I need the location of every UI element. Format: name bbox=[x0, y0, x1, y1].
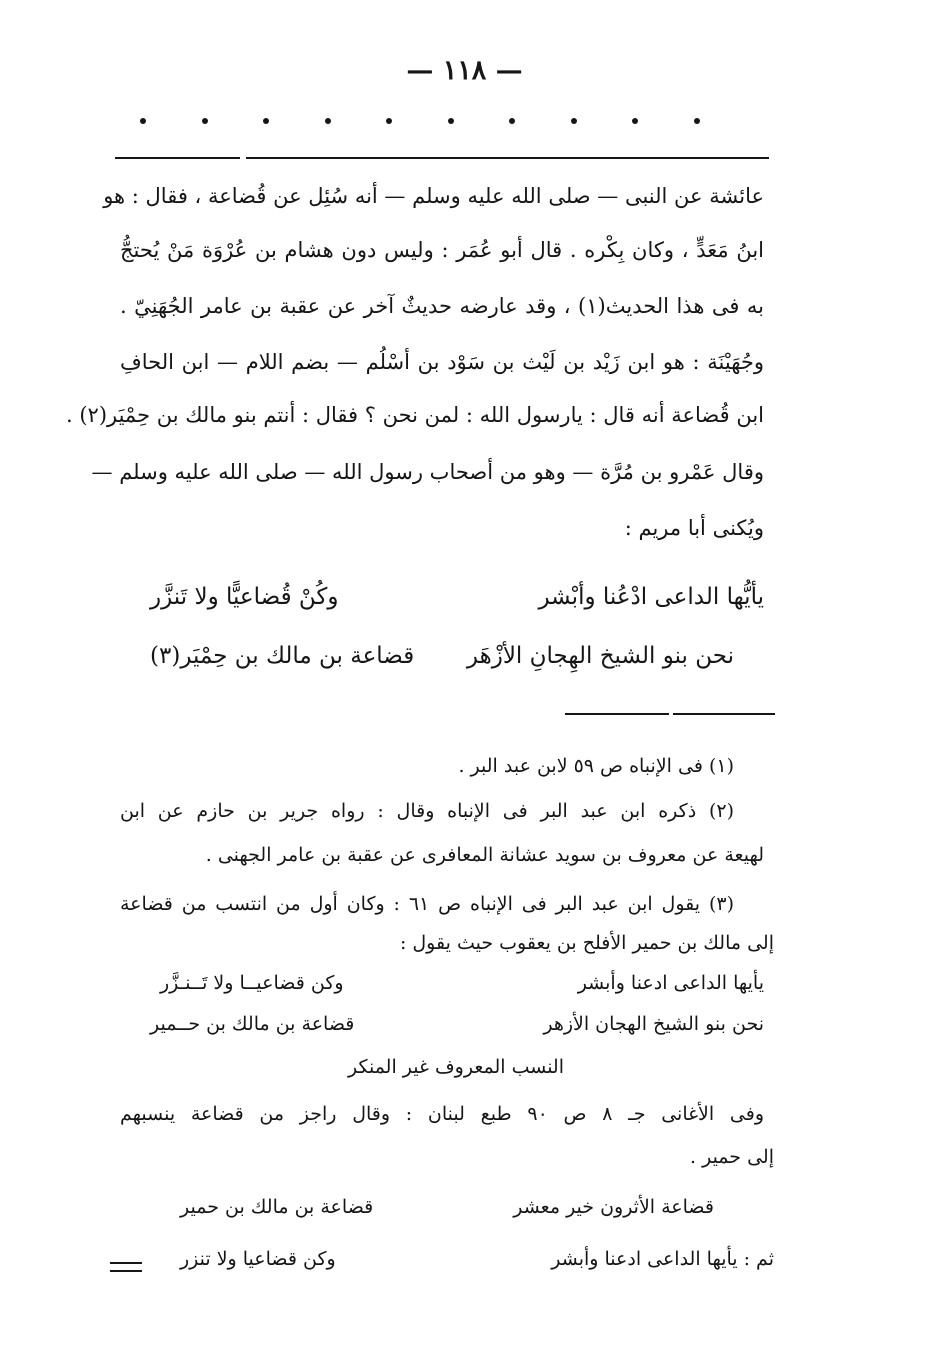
poem-line-2-first: نحن بنو الشيخ الهِجانِ الأزْهَر bbox=[466, 643, 734, 669]
ornament-dot bbox=[325, 118, 331, 124]
ornament-dots bbox=[140, 118, 700, 124]
footnote-3-verse-3: النسب المعروف غير المنكر bbox=[347, 1056, 564, 1078]
footnote-3-verse-2-second: قضاعة بن مالك بن حــمير bbox=[150, 1013, 355, 1035]
ornament-dot bbox=[571, 118, 577, 124]
footnote-3-line-1: (٣) يقول ابن عبد البر فى الإنباه ص ٦١ : وكان أول من انتسب من قضاعة bbox=[120, 893, 734, 915]
page-number: — ١١٨ — bbox=[406, 55, 523, 86]
footnote-3-verse-5-second: وكن قضاعيا ولا تنزر bbox=[180, 1248, 336, 1270]
footnote-3-line-3: وفى الأغانى جـ ٨ ص ٩٠ طبع لبنان : وقال راجز من قضاعة ينسبهم bbox=[120, 1103, 764, 1125]
footnote-3-verse-4-first: قضاعة الأثرون خير معشر bbox=[513, 1196, 714, 1218]
poem-line-1-second: وكُنْ قُضاعيًّا ولا تَنزَّر bbox=[150, 584, 339, 610]
footnote-3-verse-1-second: وكن قضاعيــا ولا تَــنـزَّر bbox=[160, 972, 344, 994]
ornament-dot bbox=[694, 118, 700, 124]
footnote-rule-right bbox=[673, 713, 775, 715]
footnote-3-line-4: إلى حمير . bbox=[690, 1146, 774, 1168]
footnote-1: (١) فى الإنباه ص ٥٩ لابن عبد البر . bbox=[458, 755, 734, 777]
footnote-3-verse-5-first: ثم : يأيها الداعى ادعنا وأبشر bbox=[551, 1248, 774, 1270]
body-line-6: وقال عَمْرو بن مُرَّة — وهو من أصحاب رسول الله — صلى الله عليه وسلم — bbox=[91, 460, 764, 484]
body-line-4: وجُهَيْنَة : هو ابن زَيْد بن لَيْث بن سَوْد بن أسْلُم — بضم اللام — ابن الحافِ bbox=[120, 350, 764, 374]
footnote-rule-left bbox=[565, 713, 669, 715]
ornament-dot bbox=[632, 118, 638, 124]
body-line-3: به فى هذا الحديث(١) ، وقد عارضه حديثٌ آخر عن عقبة بن عامر الجُهَنِيّ . bbox=[120, 294, 764, 318]
footnote-3-line-2: إلى مالك بن حمير الأفلح بن يعقوب حيث يقول : bbox=[399, 932, 774, 954]
body-line-7: ويُكنى أبا مريم : bbox=[624, 516, 764, 540]
body-line-2: ابنُ مَعَدٍّ ، وكان بِكْره . قال أبو عُمَر : وليس دون هشام بن عُرْوَة مَنْ يُحتجُّ bbox=[120, 238, 764, 262]
poem-line-1-first: يأيُّها الداعى ادْعُنا وأبْشر bbox=[538, 584, 764, 610]
ornament-dot bbox=[202, 118, 208, 124]
footnote-2-line-1: (٢) ذكره ابن عبد البر فى الإنباه وقال : رواه جرير بن حازم عن ابن bbox=[120, 800, 734, 822]
ornament-dot bbox=[448, 118, 454, 124]
body-line-1: عائشة عن النبى — صلى الله عليه وسلم — أنه سُئِل عن قُضاعة ، فقال : هو bbox=[103, 184, 764, 208]
footnote-2-line-2: لهيعة عن معروف بن سويد عشانة المعافرى عن عقبة بن عامر الجهنى . bbox=[205, 844, 764, 866]
poem-line-2-second: قضاعة بن مالك بن حِمْيَر(٣) bbox=[150, 643, 415, 669]
ornament-dot bbox=[263, 118, 269, 124]
footnote-3-verse-1-first: يأيها الداعى ادعنا وأبشر bbox=[577, 972, 764, 994]
header-rule-left bbox=[115, 157, 240, 159]
ornament-dot bbox=[509, 118, 515, 124]
body-line-5: ابن قُضاعة أنه قال : يارسول الله : لمن نحن ؟ فقال : أنتم بنو مالك بن حِمْيَر(٢) . bbox=[65, 403, 764, 427]
header-rule-right bbox=[246, 157, 769, 159]
ornament-dot bbox=[140, 118, 146, 124]
continuation-mark bbox=[110, 1262, 142, 1272]
footnote-3-verse-4-second: قضاعة بن مالك بن حمير bbox=[180, 1196, 374, 1218]
ornament-dot bbox=[386, 118, 392, 124]
footnote-3-verse-2-first: نحن بنو الشيخ الهجان الأزهر bbox=[543, 1013, 764, 1035]
